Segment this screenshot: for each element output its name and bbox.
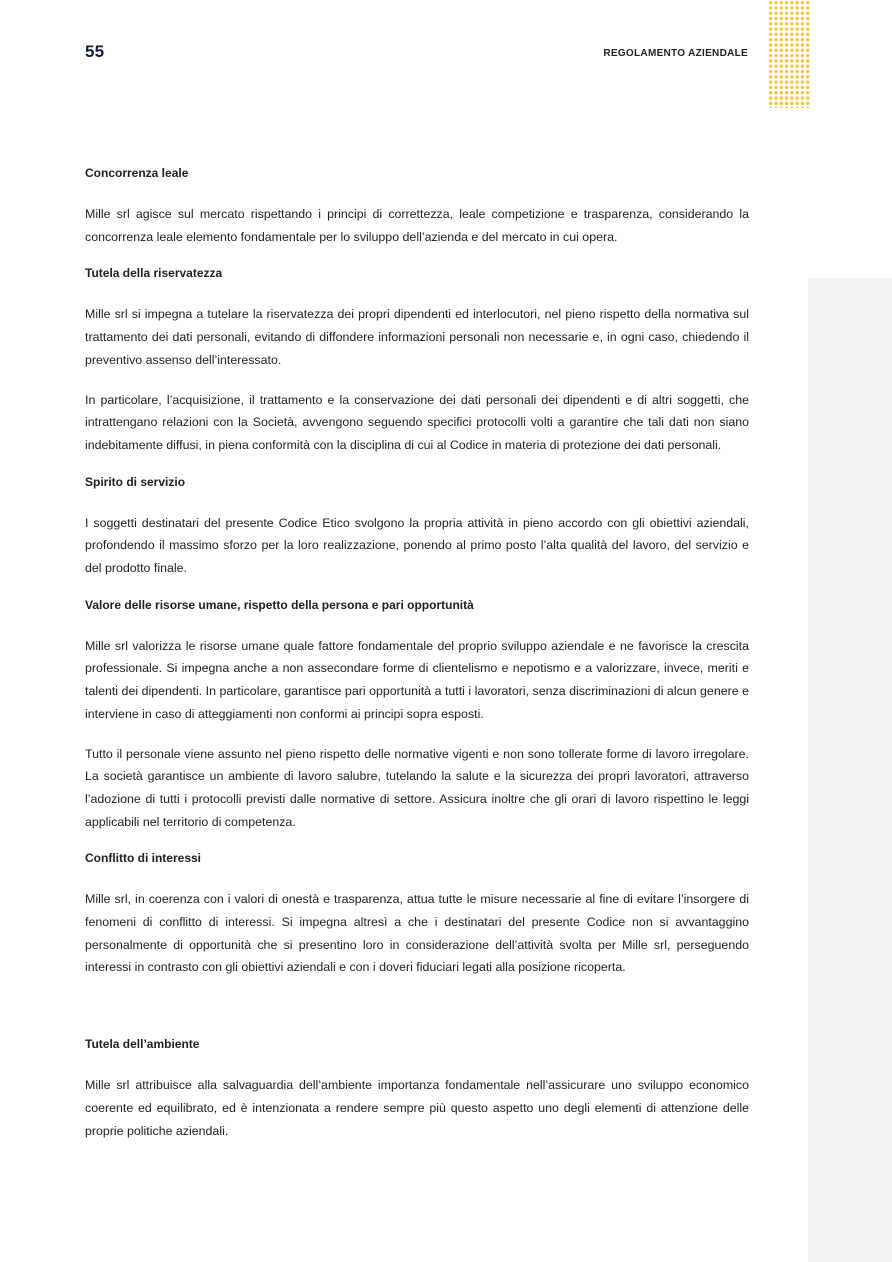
- section-heading: Concorrenza leale: [85, 166, 189, 180]
- paragraph: Mille srl agisce sul mercato rispettando i principi di correttezza, leale competizione e trasparenza, considerando la concorrenza leale elemento fondamentale per lo sviluppo dell’azienda e del mercato in cui opera.: [85, 207, 749, 244]
- paragraph: Mille srl attribuisce alla salvaguardia dell’ambiente importanza fondamentale nell’assicurare uno sviluppo economico coerente ed equilibrato, ed è intenzionata a rendere sempre più questo aspetto uno degli elementi di attenzione delle proprie politiche aziendali.: [85, 1078, 749, 1138]
- section-risorse-umane: [85, 597, 749, 834]
- side-panel: [808, 278, 892, 1262]
- paragraph: In particolare, l’acquisizione, il trattamento e la conservazione dei dati personali dei dipendenti e di altri soggetti, che intrattengano relazioni con la Società, avvengono seguendo specifici protocolli volti a garantire che tali dati non siano indebitamente diffusi, in piena conformità con la disciplina di cui al Codice in materia di protezione dei dati personali.: [85, 392, 749, 452]
- decorative-dot-pattern: [768, 0, 810, 108]
- paragraph: Mille srl si impegna a tutelare la riservatezza dei propri dipendenti ed interlocutori, nel pieno rispetto della normativa sul trattamento dei dati personali, evitando di diffondere informazioni personali non necessarie e, in ogni caso, chiedendo il preventivo assenso dell’interessato.: [85, 307, 749, 367]
- section-spirito-servizio: [85, 474, 749, 580]
- paragraph: Mille srl, in coerenza con i valori di onestà e trasparenza, attua tutte le misure necessarie al fine di evitare l’insorgere di fenomeni di conflitto di interessi. Si impegna altresì a che i destinatari del presente Codice non si avvantaggino personalmente di opportunità che si presentino loro in considerazione dell’attività svolta per Mille srl, perseguendo interessi in contrasto con gli obiettivi aziendali e con i doveri fiduciari legati alla posizione ricoperta.: [85, 892, 749, 975]
- document-body: [85, 165, 749, 1159]
- section-heading: Valore delle risorse umane, rispetto della persona e pari opportunità: [85, 597, 474, 612]
- section-heading: Spirito di servizio: [85, 474, 186, 489]
- section-tutela-riservatezza: [85, 265, 749, 456]
- section-conflitto-interessi: [85, 850, 749, 979]
- document-title: REGOLAMENTO AZIENDALE: [603, 48, 748, 59]
- section-spacer: [85, 996, 749, 1036]
- paragraph: I soggetti destinatari del presente Codice Etico svolgono la propria attività in pieno accordo con gli obiettivi aziendali, profondendo il massimo sforzo per la loro realizzazione, ponendo al primo posto l’alta qualità del lavoro, del servizio e del prodotto finale.: [85, 515, 749, 576]
- section-tutela-ambiente: [85, 1036, 749, 1142]
- paragraph: Mille srl valorizza le risorse umane quale fattore fondamentale del proprio sviluppo aziendale e ne favorisce la crescita professionale. Si impegna anche a non assecondare forme di clientelismo e nepotismo e a valorizzare, invece, meriti e talenti dei dipendenti. In particolare, garantisce pari opportunità a tutti i lavoratori, senza discriminazioni di alcun genere e interviene in caso di atteggiamenti non conformi ai principi sopra esposti.: [85, 638, 749, 721]
- section-heading: Tutela dell’ambiente: [85, 1037, 200, 1052]
- page-number: 55: [85, 42, 105, 61]
- section-heading: Tutela della riservatezza: [85, 266, 223, 281]
- paragraph: Tutto il personale viene assunto nel pieno rispetto delle normative vigenti e non sono tollerate forme di lavoro irregolare. La società garantisce un ambiente di lavoro salubre, tutelando la salute e la sicurezza dei propri lavoratori, attraverso l’adozione di tutti i protocolli previsti dalle normative di settore. Assicura inoltre che gli orari di lavoro rispettino le leggi applicabili nel territorio di competenza.: [85, 746, 749, 829]
- section-heading: Conflitto di interessi: [85, 851, 202, 866]
- section-concorrenza-leale: [85, 165, 749, 248]
